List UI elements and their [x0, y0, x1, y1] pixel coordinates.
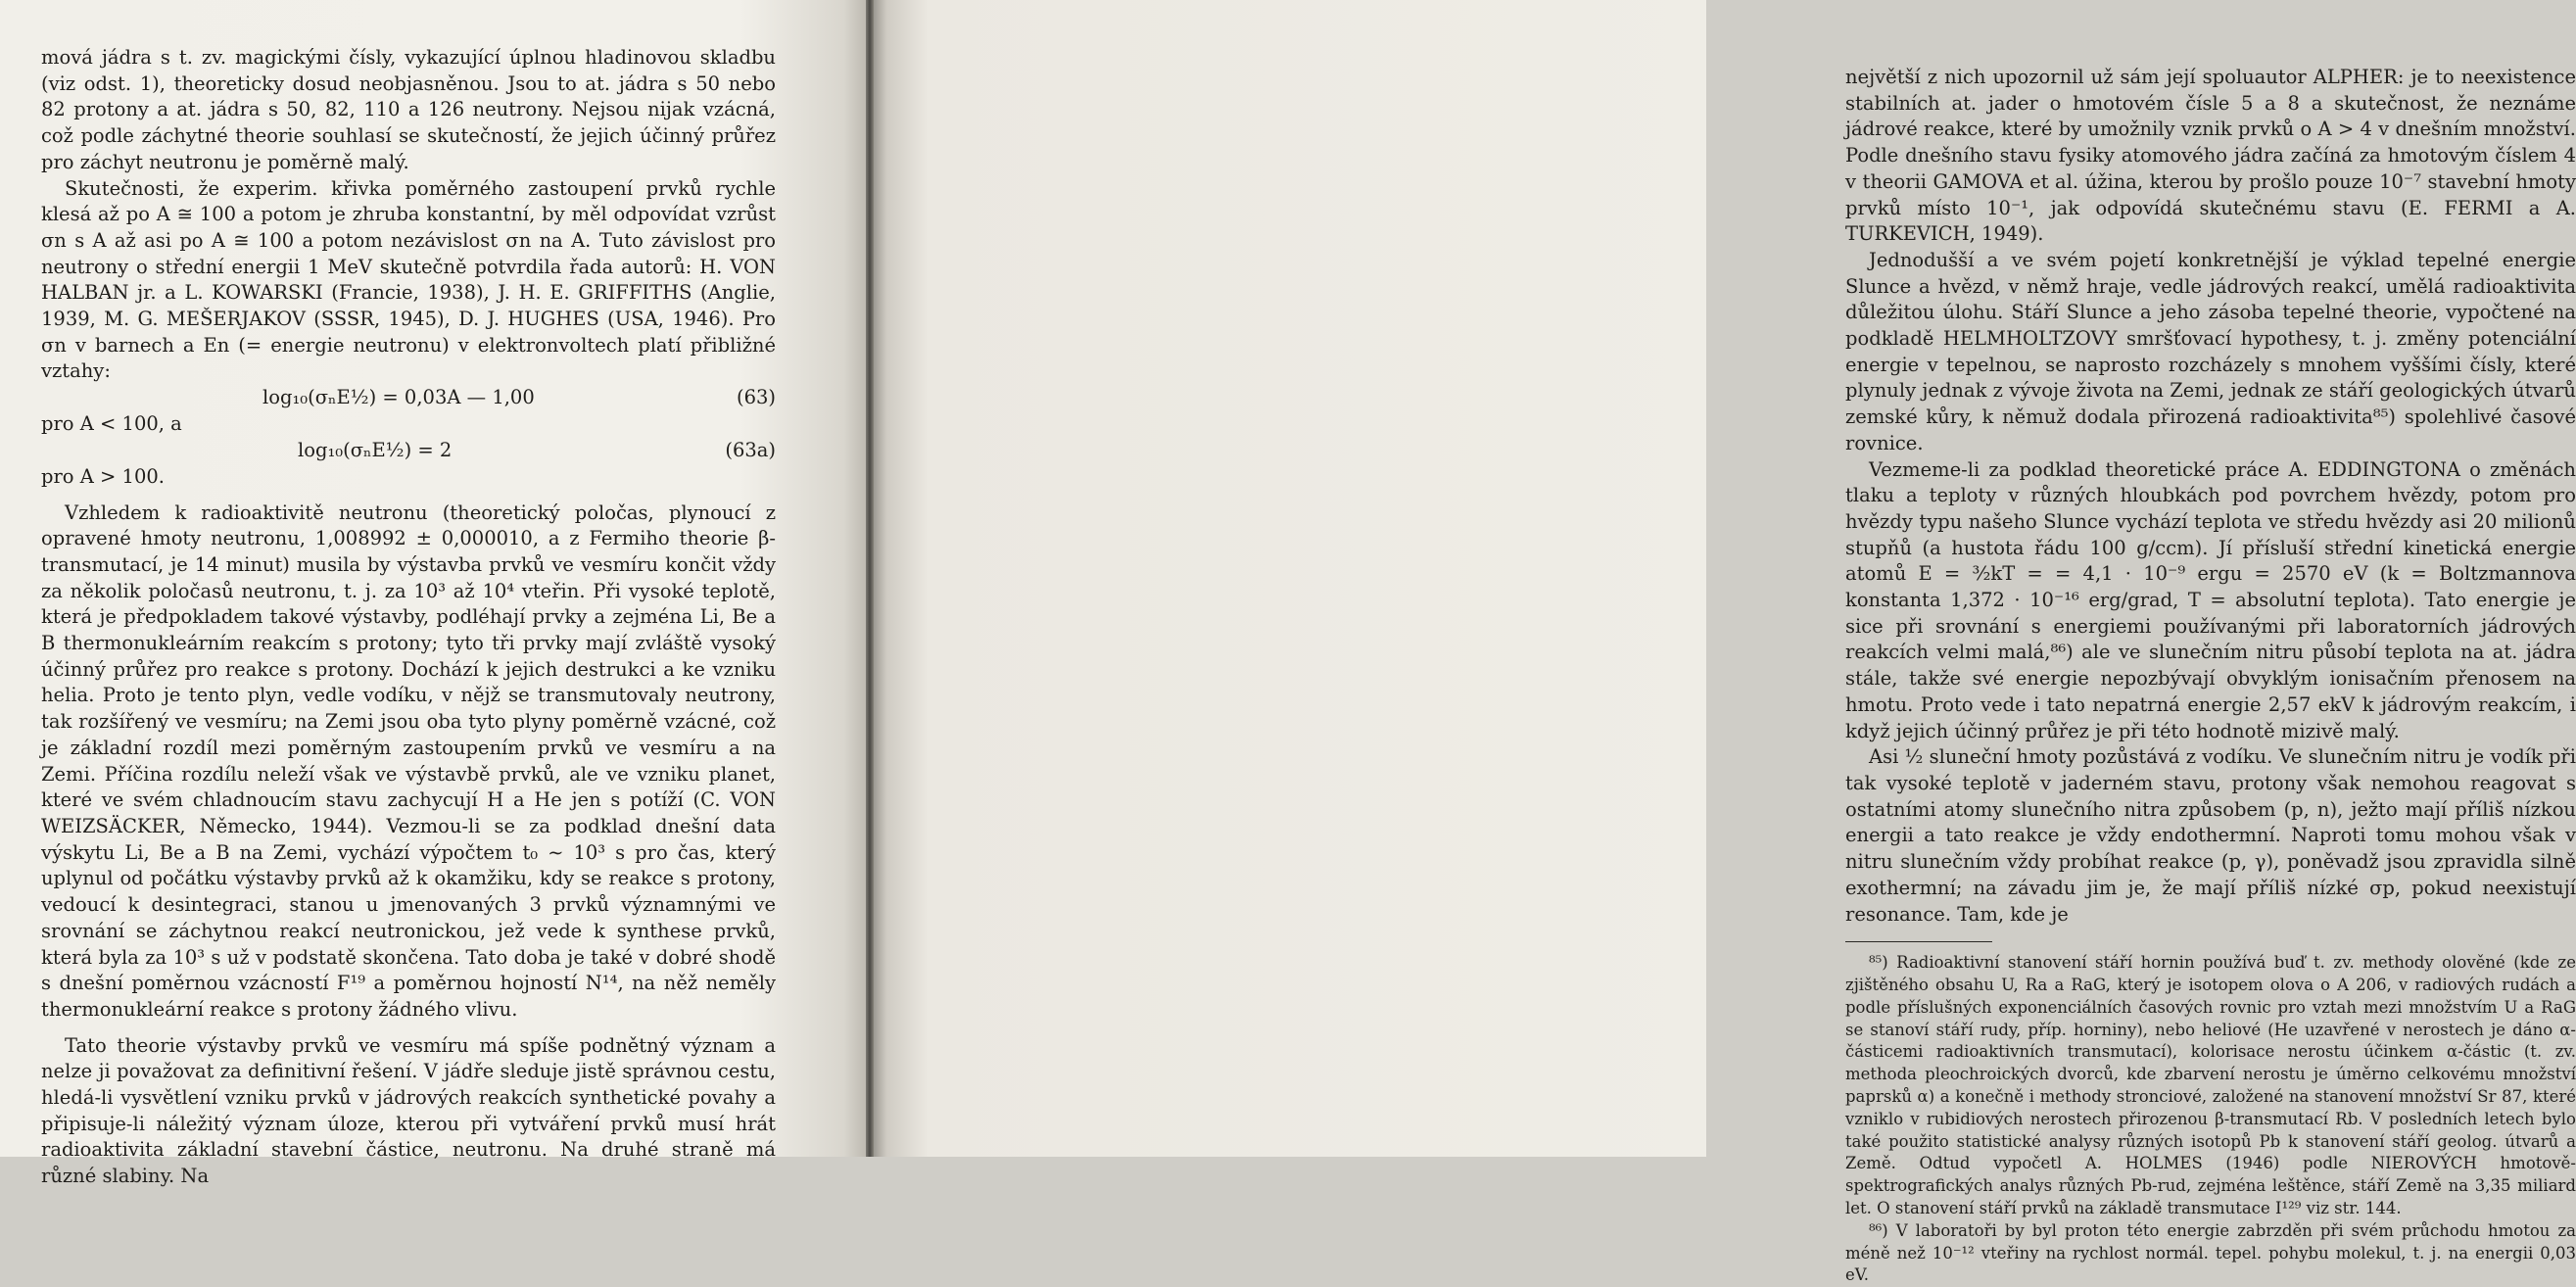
footnote-85: ⁸⁵) Radioaktivní stanovení stáří hornin používá buď t. zv. methody olověné (kde ze zjištěného obsahu U, Ra a RaG, který je isotopem olova o A 206, v radiových rudách a podle příslušných exponenciálních časových rovnic pro vztah mezi množstvím U a RaG se stanoví stáří rudy, příp. horniny), nebo heliové (He uzavřené v nerostech je dáno α-částicemi radioaktivních transmutací), kolorisace nerostu účinkem α-částic (t. zv. methoda pleochroických dvorců, kde zbarvení nerostu je úměrno celkovému množství paprsků α) a konečně i methody stronciové, založené na stanovení množství Sr 87, které vzniklo v rubidiových nerostech přirozenou β-transmutací Rb. V posledních letech bylo také použito statistické analysy různých isotopů Pb k stanovení stáří geolog. útvarů a Země. Odtud vypočetl A. HOLMES (1946) podle NIEROVÝCH hmotově-spektrografických analys různých Pb-rud, zejména leštěnce, stáří Země na 3,35 miliard let. O stanovení stáří prvků na základě transmutace I¹²⁹ viz str. 144.: [1845, 953, 2576, 1217]
right-paragraph-2: Jednodušší a ve svém pojetí konkretnější je výklad tepelné energie Slunce a hvězd, v němž hraje, vedle jádrových reakcí, umělá radioaktivita důležitou úlohu. Stáří Slunce a jeho zásoba tepelné theorie, vypočtené na podkladě HELMHOLTZOVY smršťovací hypothesy, t. j. změny potenciální energie v tepelnou, se naprosto rozcházely s mnohem vyššími čísly, které plynuly jednak z vývoje života na Zemi, jednak ze stáří geologických útvarů zemské kůry, k němuž dodala přirozená radioaktivita⁸⁵) spolehlivé časové rovnice.: [1845, 248, 2576, 454]
left-paragraph-2: Skutečnosti, že experim. křivka poměrného zastoupení prvků rychle klesá až po A ≅ 100 a potom je zhruba konstantní, by měl odpovídat vzrůst σn s A až asi po A ≅ 100 a potom nezávislost σn na A. Tuto závislost pro neutrony o střední energii 1 MeV skutečně potvrdila řada autorů: H. VON HALBAN jr. a L. KOWARSKI (Francie, 1938), J. H. E. GRIFFITHS (Anglie, 1939, M. G. MEŠERJAKOV (SSSR, 1945), D. J. HUGHES (USA, 1946). Pro σn v barnech a En (= energie neutronu) v elektronvoltech platí přibližné vztahy:: [41, 176, 776, 383]
right-text-column: [1845, 65, 2576, 1287]
right-page: [870, 0, 2576, 1285]
equation-63a-expression: log₁₀(σₙE½) = 2: [298, 438, 453, 461]
left-paragraph-1: mová jádra s t. zv. magickými čísly, vykazující úplnou hladinovou skladbu (viz odst. 1), theoreticky dosud neobjasněnou. Jsou to at. jádra s 50 nebo 82 protony a at. jádra s 50, 82, 110 a 126 neutrony. Nejsou nijak vzácná, což podle záchytné theorie souhlasí se skutečností, že jejich účinný průřez pro záchyt neutronu je poměrně malý.: [41, 46, 776, 173]
right-paragraph-3: Vezmeme-li za podklad theoretické práce A. EDDINGTONA o změnách tlaku a teploty v různých hloubkách pod povrchem hvězdy, potom pro hvězdy typu našeho Slunce vychází teplota ve středu hvězdy asi 20 milionů stupňů (a hustota řádu 100 g/ccm). Jí přísluší střední kinetická energie atomů E = ³⁄₂kT = = 4,1 · 10⁻⁹ ergu = 2570 eV (k = Boltzmannova konstanta 1,372 · 10⁻¹⁶ erg/grad, T = absolutní teplota). Tato energie je sice při srovnání s energiemi používanými při laboratorních jádrových reakcích velmi malá,⁸⁶) ale ve slunečním nitru působí teplota na at. jádra stále, takže své energie nepozbývají obvyklým ionisačním přenosem na hmotu. Proto vede i tato nepatrná energie 2,57 ekV k jádrovým reakcím, i když jejich účinný průřez je při této hodnotě mizivě malý.: [1845, 457, 2576, 742]
equation-63-condition: pro A < 100, a: [41, 412, 182, 436]
left-page: [0, 0, 870, 1188]
equation-63-expression: log₁₀(σₙE½) = 0,03A — 1,00: [262, 386, 535, 409]
right-paragraph-1: největší z nich upozornil už sám její spoluautor ALPHER: je to neexistence stabilních at. jader o hmotovém čísle 5 a 8 a skutečnost, že neznáme jádrové reakce, které by umožnily vznik prvků o A > 4 v dnešním množství. Podle dnešního stavu fysiky atomového jádra začíná za hmotovým číslem 4 v theorii GAMOVA et al. úžina, kterou by prošlo pouze 10⁻⁷ stavební hmoty prvků místo 10⁻¹, jak odpovídá skutečnému stavu (E. FERMI a A. TURKEVICH, 1949).: [1845, 66, 2576, 246]
footnote-86: ⁸⁶) V laboratoři by byl proton této energie zabrzděn při svém průchodu hmotou za méně než 10⁻¹² vteřiny na rychlost normál. tepel. pohybu molekul, t. j. na energii 0,03 eV.: [1845, 1220, 2576, 1285]
book-spine: [866, 0, 874, 1157]
left-paragraph-3: Vzhledem k radioaktivitě neutronu (theoretický poločas, plynoucí z opravené hmoty neutronu, 1,008992 ± 0,000010, a z Fermiho theorie β-transmutací, je 14 minut) musila by výstavba prvků ve vesmíru končit vždy za několik poločasů neutronu, t. j. za 10³ až 10⁴ vteřin. Při vysoké teplotě, která je předpokladem takové výstavby, podléhají prvky a zejména Li, Be a B thermonukleárním reakcím s protony; tyto tři prvky mají zvláště vysoký účinný průřez pro reakce s protony. Dochází k jejich destrukci a ke vzniku helia. Proto je tento plyn, vedle vodíku, v nějž se transmutovaly neutrony, tak rozšířený ve vesmíru; na Zemi jsou oba tyto plyny poměrně vzácné, což je základní rozdíl mezi poměrným zastoupením prvků ve vesmíru a na Zemi. Příčina rozdílu neleží však ve výstavbě prvků, ale ve vzniku planet, které ve svém chladnoucím stavu zachycují H a He jen s potíží (C. VON WEIZSÄCKER, Německo, 1944). Vezmou-li se za podklad dnešní data výskytu Li, Be a B na Zemi, vychází výpočtem t₀ ∼ 10³ s pro čas, který uplynul od počátku výstavby prvků až k okamžiku, kdy se reakce s protony, vedoucí k desintegraci, stanou u jmenovaných 3 prvků významnými ve srovnání se záchytnou reakcí neutronickou, jež vede k synthese prvků, která byla za 10³ s už v podstatě skončena. Tato doba je také v dobré shodě s dnešní poměrnou vzácností F¹⁹ a poměrnou hojností N¹⁴, na něž neměly thermonukleární reakce s protony žádného vlivu.: [41, 500, 776, 1021]
equation-63-number: (63): [736, 386, 776, 409]
equation-63: [41, 385, 776, 411]
equation-63a: [41, 438, 776, 464]
footnote-divider: [1845, 941, 1992, 942]
right-paragraph-4: Asi ½ sluneční hmoty pozůstává z vodíku. Ve slunečním nitru je vodík při tak vysoké teplotě v jaderném stavu, protony však nemohou reagovat s ostatními atomy slunečního nitra způsobem (p, n), ježto mají příliš nízkou energii a tato reakce je vždy endothermní. Naproti tomu mohou však v nitru slunečním vždy probíhat reakce (p, γ), poněvadž jsou zpravidla silně exothermní; na závadu jim je, že mají příliš nízké σp, pokud neexistují resonance. Tam, kde je: [1845, 745, 2576, 926]
left-text-column: [41, 45, 776, 1190]
equation-63a-number: (63a): [725, 438, 776, 461]
left-paragraph-4: Tato theorie výstavby prvků ve vesmíru má spíše podnětný význam a nelze ji považovat za definitivní řešení. V jádře sleduje jistě správnou cestu, hledá-li vysvětlení vzniku prvků v jádrových reakcích synthetické povahy a připisuje-li náležitý význam úloze, kterou při vytváření prvků musí hrát radioaktivita základní stavební částice, neutronu. Na druhé straně má různé slabiny. Na: [41, 1033, 776, 1188]
equation-63a-condition: pro A > 100.: [41, 464, 165, 488]
